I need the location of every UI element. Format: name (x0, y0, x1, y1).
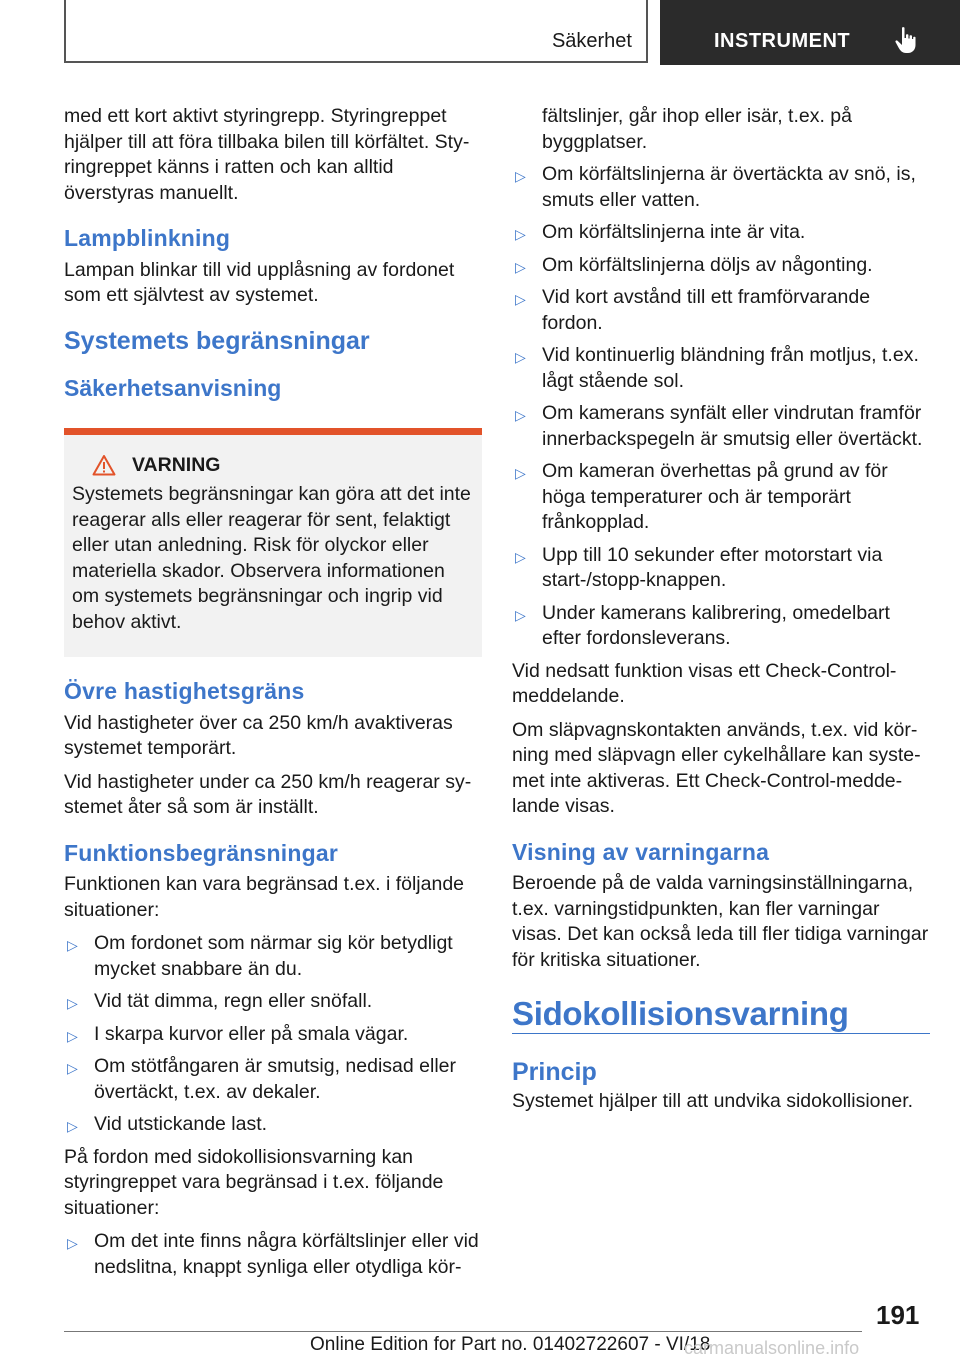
heading-lamp-blinking: Lampblinkning (64, 225, 231, 251)
header-chapter-label: INSTRUMENT (714, 30, 851, 52)
triangle-right-outline-icon: ▷ (515, 465, 526, 481)
triangle-right-outline-icon: ▷ (67, 995, 78, 1011)
heading-warning-display: Visning av varningarna (512, 838, 770, 865)
right-column (512, 104, 930, 1123)
heading-safety-notice: Säkerhetsanvisning (64, 375, 282, 401)
triangle-right-outline-icon: ▷ (67, 1235, 78, 1251)
header-section-tab (64, 0, 648, 63)
list-item: ▷ Om körfältslinjerna inte är vita. (512, 220, 930, 246)
list-item: ▷ Om fordonet som närmar sig kör betydligt mycket snabbare än du. (67, 932, 453, 980)
side-collision-paragraph: På fordon med sidokollisionsvarning kan styringreppet vara begränsad i t.ex. följande situationer: (64, 1145, 444, 1219)
footer-divider (64, 1331, 862, 1332)
header-chapter-tab (660, 0, 960, 65)
reduced-function-paragraph: Vid nedsatt funktion visas ett Check-Control-meddelande. (512, 659, 897, 707)
triangle-right-outline-icon: ▷ (515, 168, 526, 184)
heading-system-limits: Systemets begränsningar (64, 326, 370, 355)
speed-paragraph-1: Vid hastigheter över ca 250 km/h avaktiveras systemet temporärt. (64, 711, 453, 759)
list-item-continuation: fältslinjer, går ihop eller isär, t.ex. på byggplatser. (542, 105, 852, 153)
list-item: ▷ Vid tät dimma, regn eller snöfall. (64, 989, 482, 1015)
triangle-right-outline-icon: ▷ (515, 407, 526, 423)
heading-principle: Princip (512, 1057, 597, 1086)
list-item: ▷ Om kamerans synfält eller vindrutan framför innerbackspegeln är smutsig eller övertäckt. (515, 402, 923, 450)
warning-title: VARNING (132, 453, 221, 476)
pointing-hand-icon (894, 26, 920, 54)
list-item: ▷ Om kameran överhettas på grund av för höga temperaturer och är temporärt frånkopplad. (515, 460, 888, 533)
footer-edition: Online Edition for Part no. 01402722607 - VI/18 (310, 1334, 711, 1355)
triangle-right-outline-icon: ▷ (67, 1118, 78, 1134)
warning-text: Systemets begränsningar kan göra att det inte reagerar alls eller reagerar för sent, felaktigt eller utan anledning. Risk för olyckor eller materiella skador. Observera informationen om systemets begränsningar och ingrip vid behov aktivt. (72, 483, 471, 633)
left-column (64, 104, 482, 1287)
list-item: ▷ Vid kort avstånd till ett framförvarande fordon. (515, 286, 871, 334)
warning-triangle-icon (92, 454, 116, 476)
lamp-paragraph: Lampan blinkar till vid upplåsning av fordonet som ett självtest av systemet. (64, 258, 455, 306)
list-item: ▷ Om körfältslinjerna döljs av någonting. (512, 253, 930, 279)
heading-upper-speed-limit: Övre hastighetsgräns (64, 678, 305, 704)
intro-paragraph: med ett kort aktivt styringrepp. Styringreppet hjälper till att föra tillbaka bilen till körfältet. Styringreppet känns i ratten och kan alltid överstyras manuellt. (64, 105, 470, 204)
speed-paragraph-2: Vid hastigheter under ca 250 km/h reagerar systemet åter så som är inställt. (64, 770, 472, 818)
list-item: ▷ Upp till 10 sekunder efter motorstart via start-/stopp-knappen. (515, 543, 883, 591)
warning-box (64, 428, 482, 658)
watermark: carmanualsonline.info (684, 1338, 860, 1358)
list-item: ▷ I skarpa kurvor eller på smala vägar. (64, 1022, 482, 1048)
list-item: ▷ Om stötfångaren är smutsig, nedisad eller övertäckt, t.ex. av dekaler. (67, 1055, 457, 1103)
heading-function-limits: Funktionsbegränsningar (64, 839, 339, 866)
function-paragraph: Funktionen kan vara begränsad t.ex. i följande situationer: (64, 873, 465, 921)
warning-title-row (72, 453, 474, 479)
trailer-paragraph: Om släpvagnskontakten används, t.ex. vid körning med släpvagn eller cykelhållare kan systemet inte aktiveras. Ett Check-Control-meddelande visas. (512, 718, 921, 817)
list-item: ▷ Under kamerans kalibrering, omedelbart efter fordonsleverans. (515, 601, 890, 649)
page-number: 191 (876, 1300, 920, 1330)
principle-paragraph: Systemet hjälper till att undvika sidokollisioner. (512, 1090, 914, 1112)
triangle-right-outline-icon: ▷ (515, 606, 526, 623)
triangle-right-outline-icon: ▷ (515, 548, 526, 565)
triangle-right-outline-icon: ▷ (515, 226, 526, 242)
triangle-right-outline-icon: ▷ (515, 258, 526, 275)
list-item: ▷ Om det inte finns några körfältslinjer eller vid nedslitna, knappt synliga eller otydliga kör- (67, 1230, 479, 1278)
triangle-right-outline-icon: ▷ (67, 1060, 78, 1076)
triangle-right-outline-icon: ▷ (515, 291, 526, 307)
triangle-right-outline-icon: ▷ (515, 349, 526, 365)
heading-side-collision-warning: Sidokollisionsvarning (512, 1001, 930, 1034)
list-item: ▷ Vid utstickande last. (64, 1112, 482, 1138)
list-item: ▷ Vid kontinuerlig bländning från motljus, t.ex. lågt stående sol. (515, 344, 919, 392)
triangle-right-outline-icon: ▷ (67, 1027, 78, 1044)
triangle-right-outline-icon: ▷ (67, 937, 78, 953)
list-item: ▷ Om körfältslinjerna är övertäckta av snö, is, smuts eller vatten. (515, 163, 916, 211)
warning-display-paragraph: Beroende på de valda varningsinställningarna, t.ex. varningstidpunkten, kan fler varningar visas. Det kan också leda till fler tidiga varningar för kritiska situationer. (512, 872, 929, 971)
header-section-label: Säkerhet (551, 30, 632, 52)
